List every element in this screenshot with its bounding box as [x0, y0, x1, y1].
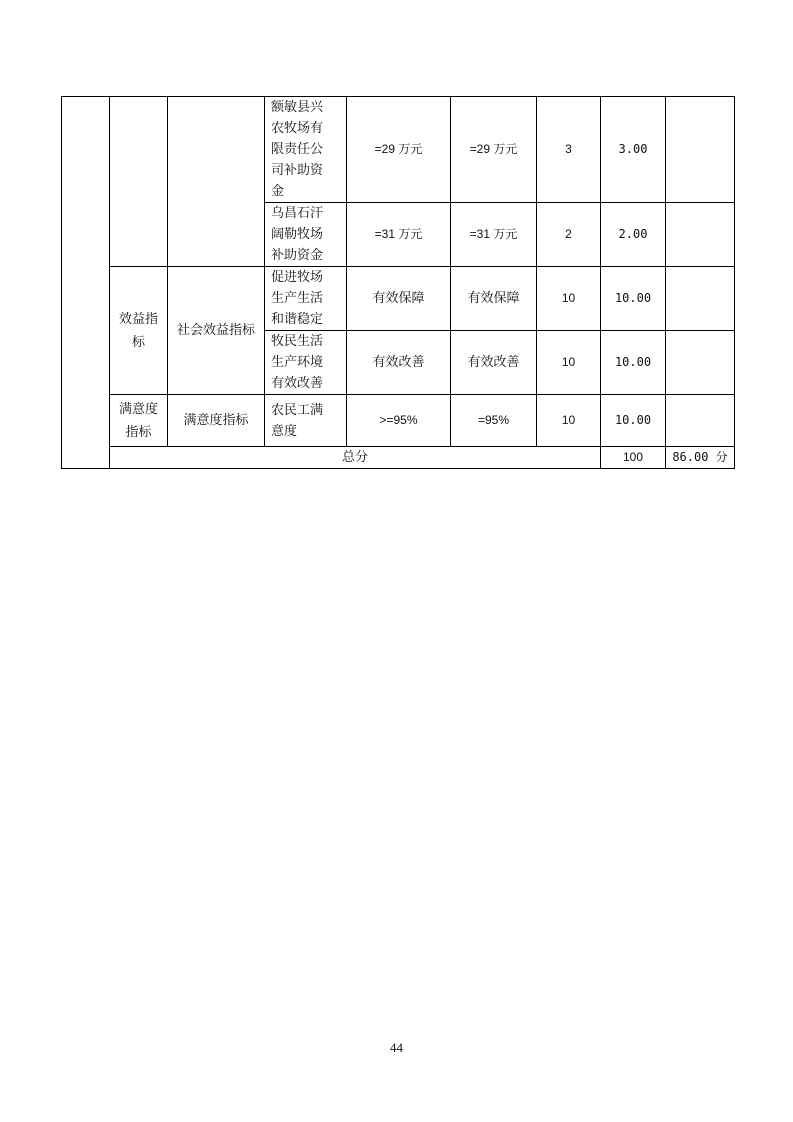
target-value: >=95% — [347, 395, 451, 447]
total-row — [62, 447, 735, 469]
target-value: 有效保障 — [347, 267, 451, 331]
weight-value: 2 — [537, 203, 601, 267]
actual-value: =29 万元 — [451, 97, 537, 203]
table-row — [62, 395, 735, 447]
note-cell — [666, 97, 735, 203]
performance-evaluation-table — [61, 96, 735, 469]
indicator-name: 农民工满 意度 — [265, 395, 347, 447]
target-value: 有效改善 — [347, 331, 451, 395]
page-number: 44 — [390, 1040, 403, 1055]
score-value: 10.00 — [601, 395, 666, 447]
target-value: =29 万元 — [347, 97, 451, 203]
note-cell — [666, 267, 735, 331]
score-value: 10.00 — [601, 331, 666, 395]
social-benefit-indicator: 社会效益指标 — [168, 267, 265, 395]
note-cell — [666, 203, 735, 267]
table-row — [62, 267, 735, 331]
target-value: =31 万元 — [347, 203, 451, 267]
note-cell — [666, 331, 735, 395]
table-row — [62, 97, 735, 203]
actual-value: 有效改善 — [451, 331, 537, 395]
note-cell — [666, 395, 735, 447]
level2-continuation-cell — [110, 97, 168, 267]
indicator-name: 促进牧场 生产生活 和谐稳定 — [265, 267, 347, 331]
weight-value: 10 — [537, 395, 601, 447]
weight-value: 10 — [537, 267, 601, 331]
score-value: 3.00 — [601, 97, 666, 203]
indicator-name: 额敏县兴 农牧场有 限责任公 司补助资 金 — [265, 97, 347, 203]
indicator-name: 乌昌石汗 阔勒牧场 补助资金 — [265, 203, 347, 267]
score-value: 2.00 — [601, 203, 666, 267]
weight-value: 3 — [537, 97, 601, 203]
level3-continuation-cell — [168, 97, 265, 267]
indicator-name: 牧民生活 生产环境 有效改善 — [265, 331, 347, 395]
actual-value: 有效保障 — [451, 267, 537, 331]
total-weight: 100 — [601, 447, 666, 469]
satisfaction-indicator-level1: 满意度 指标 — [110, 395, 168, 447]
actual-value: =31 万元 — [451, 203, 537, 267]
actual-value: =95% — [451, 395, 537, 447]
total-label: 总分 — [110, 447, 601, 469]
score-value: 10.00 — [601, 267, 666, 331]
total-score: 86.00 分 — [666, 447, 735, 469]
weight-value: 10 — [537, 331, 601, 395]
benefit-indicator-level1: 效益指 标 — [110, 267, 168, 395]
satisfaction-indicator-level2: 满意度指标 — [168, 395, 265, 447]
level1-continuation-cell — [62, 97, 110, 469]
